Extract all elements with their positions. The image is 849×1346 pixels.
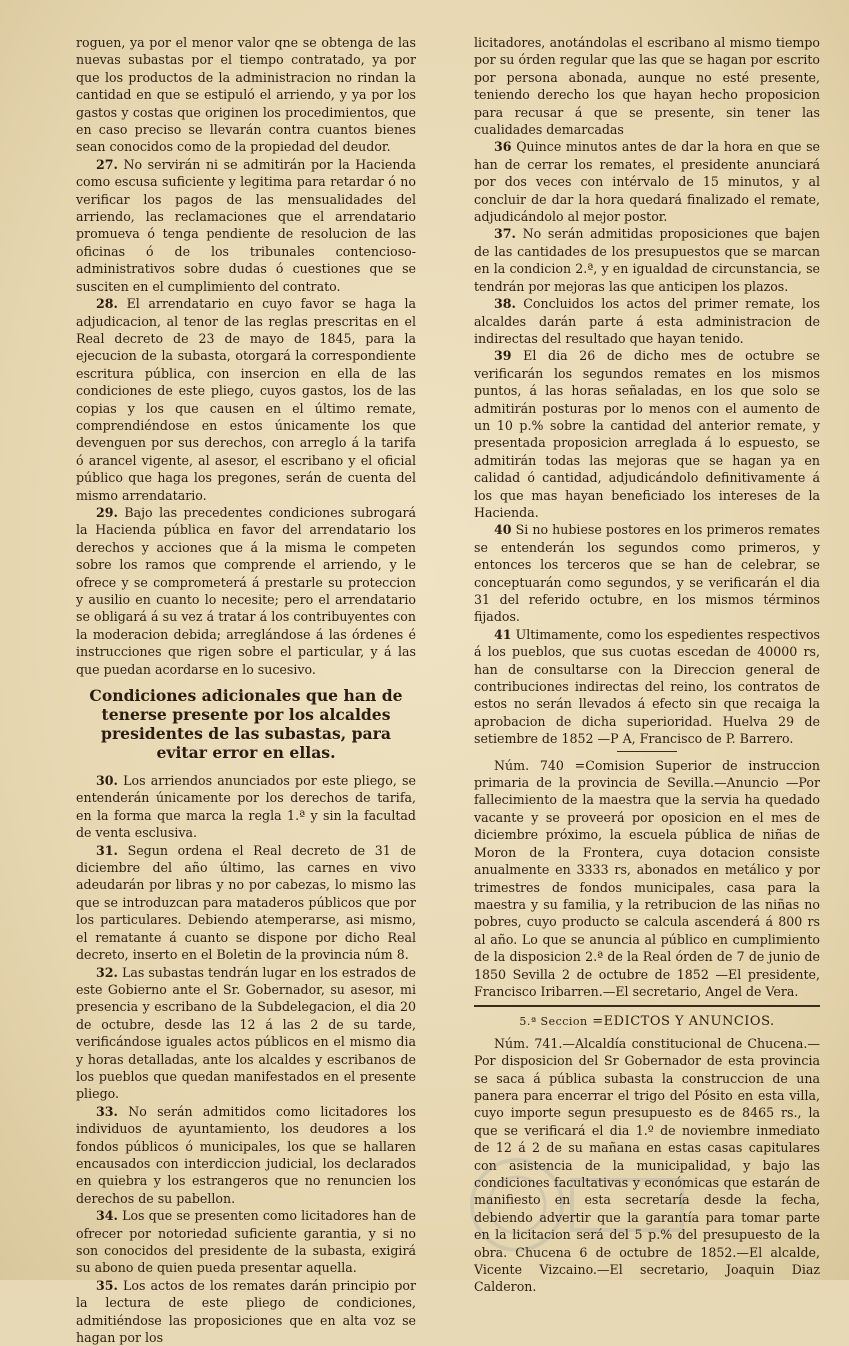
article-number: 41 <box>494 626 512 642</box>
article-34 <box>76 1207 416 1277</box>
article-text: No servirán ni se admitirán por la Hacienda como escusa suficiente y legitima para retardar ó no verificar los pagos de las mensualidades del arriendo, las reclamaciones que el arrendatario promueva ó tenga pendiente de resolucion de las oficinas ó de los tribunales contencioso-administrativos sobre dudas ó cuestiones que se susciten en el cumplimiento del contrato. <box>76 156 416 294</box>
article-text: El dia 26 de dicho mes de octubre se verificarán los segundos remates en los mismos puntos, á las horas señaladas, en los que solo se admitirán posturas por lo menos con el aumento de un 10 p.% sobre la cantidad del anterior remate, y presentada proposicion arreglada á lo espuesto, se admitirán todas las mejoras que se hagan ya en calidad ó cantidad, adjudicándolo definitivamente á los que mas hayan beneficiado los intereses de la Hacienda. <box>474 348 820 520</box>
article-text: Los que se presenten como licitadores han de ofrecer por notoriedad suficiente garantia, y si no son conocidos del presidente de la subasta, exigirá su abono de quien pueda presentar aquella. <box>76 1208 416 1276</box>
article-number: 40 <box>494 522 512 538</box>
article-29 <box>76 504 416 678</box>
article-text: Si no hubiese postores en los primeros remates se entenderán los segundos como primeros, y entonces los terceros que se han de celebrar, se conceptuarán como segundos, y se verificarán el dia 31 del referido octubre, en los mismos términos fijados. <box>474 522 821 625</box>
article-text: Bajo las precedentes condiciones subrogará la Hacienda pública en favor del arrendatario los derechos y acciones que á la misma le competen sobre los ramos que comprende el arriendo, y le ofrece y se comprometerá á prestarle su proteccion y ausilio en cuanto lo necesite; pero el arrendatario se obligará á su vez á tratar á los contribuyentes con la moderacion debida; arreglándose á las órdenes é instrucciones que rigen sobre el particular, y á las que puedan acordarse en lo sucesivo. <box>76 504 416 677</box>
notice-741: Núm. 741.—Alcaldía constitucional de Chucena.—Por disposicion del Sr Gobernador de esta provincia se saca á pública subasta la construccion de una panera para encerrar el trigo del Pósito en esta villa, cuyo importe segun presupuesto es de 8465 rs., la que se verificará el dia 1.º de noviembre inmediato de 12 á 2 de su mañana en estas casas capitulares con asistencia de la municipalidad, y bajo las condiciones facultativas y económicas que estarán de manifiesto en esta secretaría desde la fecha, debiendo advertir que la garantía para tomar parte en la licitacion será del 5 p.% del presupuesto de la obra. Chucena 6 de octubre de 1852.—El alcalde, Vicente Vizcaino.—El secretario, Joaquin Diaz Calderon. <box>474 1035 820 1295</box>
notice-740: Núm. 740 =Comision Superior de instruccion primaria de la provincia de Sevilla.—Anuncio —Por fallecimiento de la maestra que la servia ha quedado vacante y se proveerá por oposicion en el mes de diciembre próximo, la escuela pública de niñas de Moron de la Frontera, cuya dotacion consiste anualmente en 3333 rs, abonados en metálico y por trimestres de fondos municipales, casa para la maestra y su familia, y la retribucion de las niñas no pobres, cuyo producto se calcula ascenderá á 800 rs al año. Lo que se anuncia al público en cumplimiento de la disposicion 2.ª de la Real órden de 7 de junio de 1850 Sevilla 2 de octubre de 1852 —El presidente, Francisco Iribarren.—El secretario, Angel de Vera. <box>474 757 820 999</box>
article-number: 36 <box>494 139 512 155</box>
left-column <box>76 34 416 1346</box>
article-text: No serán admitidos como licitadores los individuos de ayuntamiento, los deudores a los fondos públicos ó municipales, los que se hallaren encausados con interdiccion judicial, los declarados en quiebra y los estrangeros que no renuncien los derechos de su pabellon. <box>76 1103 416 1206</box>
article-30 <box>76 772 416 842</box>
article-text: Los actos de los remates darán principio por la lectura de este pliego de condiciones, admitiéndose las proposiciones que en alta voz se hagan por los <box>76 1277 416 1346</box>
article-41 <box>474 626 820 748</box>
article-27 <box>76 156 416 295</box>
article-39 <box>474 347 820 521</box>
short-divider <box>617 751 677 752</box>
article-31 <box>76 842 416 964</box>
article-number: 32. <box>96 964 118 980</box>
article-number: 38. <box>494 296 516 312</box>
article-text: No serán admitidas proposiciones que bajen de las cantidades de los presupuestos que se marcan en la condicion 2.ª, y en igualdad de circunstancia, se tendrán por mejoras las que anticipen los plazos. <box>474 226 820 294</box>
article-35 <box>76 1277 416 1346</box>
article-text: Las subastas tendrán lugar en los estrados de este Gobierno ante el Sr. Gobernador, su asesor, mi presencia y escribano de la Subdelegacion, el dia 20 de octubre, desde las 12 á las 2 de su tarde, verificándose iguales actos públicos en el mismo dia y horas detalladas, ante los alcaldes y escribanos de los pueblos que quedan manifestados en el presente pliego. <box>76 964 416 1102</box>
article-number: 30. <box>96 773 118 789</box>
section-title <box>474 1013 820 1030</box>
section-heading: Condiciones adicionales que han de tenerse presente por los alcaldes presidentes de las subastas, para evitar error en ellas. <box>89 686 403 763</box>
article-number: 28. <box>96 296 118 312</box>
article-38 <box>474 295 820 347</box>
article-text: Segun ordena el Real decreto de 31 de diciembre del año último, las carnes en vivo adeudarán por libras y no por cabezas, lo mismo las que se introduzcan para mataderos públicos que por los particulares. Debiendo atemperarse, asi mismo, el rematante á cuanto se dispone por dicho Real decreto, inserto en el Boletin de la provincia núm 8. <box>76 842 416 963</box>
article-33 <box>76 1103 416 1207</box>
article-text: Quince minutos antes de dar la hora en que se han de cerrar los remates, el presidente anunciará por dos veces con intérvalo de 15 minutos, y al concluir de dar la hora quedará finalizado el remate, adjudicándolo al mejor postor. <box>474 139 820 225</box>
left-continued-paragraph: roguen, ya por el menor valor qne se obtenga de las nuevas subastas por el tiempo contratado, ya por que los productos de la administracion no rindan la cantidad en que se estipuló el arriendo, y ya por los gastos y costas que originen los procedimientos, que en caso preciso se llevarán contra cuantos bienes sean conocidos como de la propiedad del deudor. <box>76 35 416 155</box>
article-32 <box>76 964 416 1103</box>
article-text: Concluidos los actos del primer remate, los alcaldes darán parte á esta administracion de indirectas del resultado que hayan tenido. <box>474 296 820 346</box>
article-40 <box>474 521 820 625</box>
article-number: 35. <box>96 1277 118 1293</box>
article-number: 31. <box>96 842 118 858</box>
article-number: 39 <box>494 348 512 364</box>
right-continued-paragraph: licitadores, anotándolas el escribano al mismo tiempo por su órden regular que las que se hagan por escrito por persona abonada, aunque no esté presente, teniendo derecho los que hayan hecho proposicion para recusar á que se presente, sin tener las cualidades demarcadas <box>474 35 820 138</box>
section-divider <box>474 1005 820 1007</box>
article-number: 37. <box>494 226 516 242</box>
article-37 <box>474 225 820 295</box>
article-text: Ultimamente, como los espedientes respectivos á los pueblos, que sus cuotas escedan de 40000 rs, han de consultarse con la Direccion general de contribuciones indirectas del reino, los contratos de estos no serán llevados á efecto sin que recaiga la aprobacion de dicha superioridad. Huelva 29 de setiembre de 1852 —P A, Francisco de P. Barrero. <box>474 626 820 747</box>
article-28 <box>76 295 416 504</box>
article-text: El arrendatario en cuyo favor se haga la adjudicacion, al tenor de las reglas prescritas en el Real decreto de 23 de mayo de 1845, para la ejecucion de la subasta, otorgará la correspondiente escritura pública, con insercion en ella de las condiciones de este pliego, cuyos gastos, los de las copias y los que causen en el último remate, comprendiéndose en estos únicamente los que devenguen por sus derechos, con arreglo á la tarifa ó arancel vigente, al asesor, el escribano y el oficial público que haga los pregones, serán de cuenta del mismo arrendatario. <box>76 296 417 503</box>
right-column <box>474 34 820 1296</box>
article-number: 27. <box>96 156 118 172</box>
article-36 <box>474 138 820 225</box>
section-name: =EDICTOS Y ANUNCIOS. <box>592 1014 775 1030</box>
article-number: 29. <box>96 504 118 520</box>
article-number: 34. <box>96 1208 118 1224</box>
section-prefix: 5.ª Seccion <box>519 1015 588 1029</box>
article-text: Los arriendos anunciados por este pliego, se entenderán únicamente por los derechos de tarifa, en la forma que marca la regla 1.ª y sin la facultad de venta esclusiva. <box>76 773 416 841</box>
article-number: 33. <box>96 1103 118 1119</box>
